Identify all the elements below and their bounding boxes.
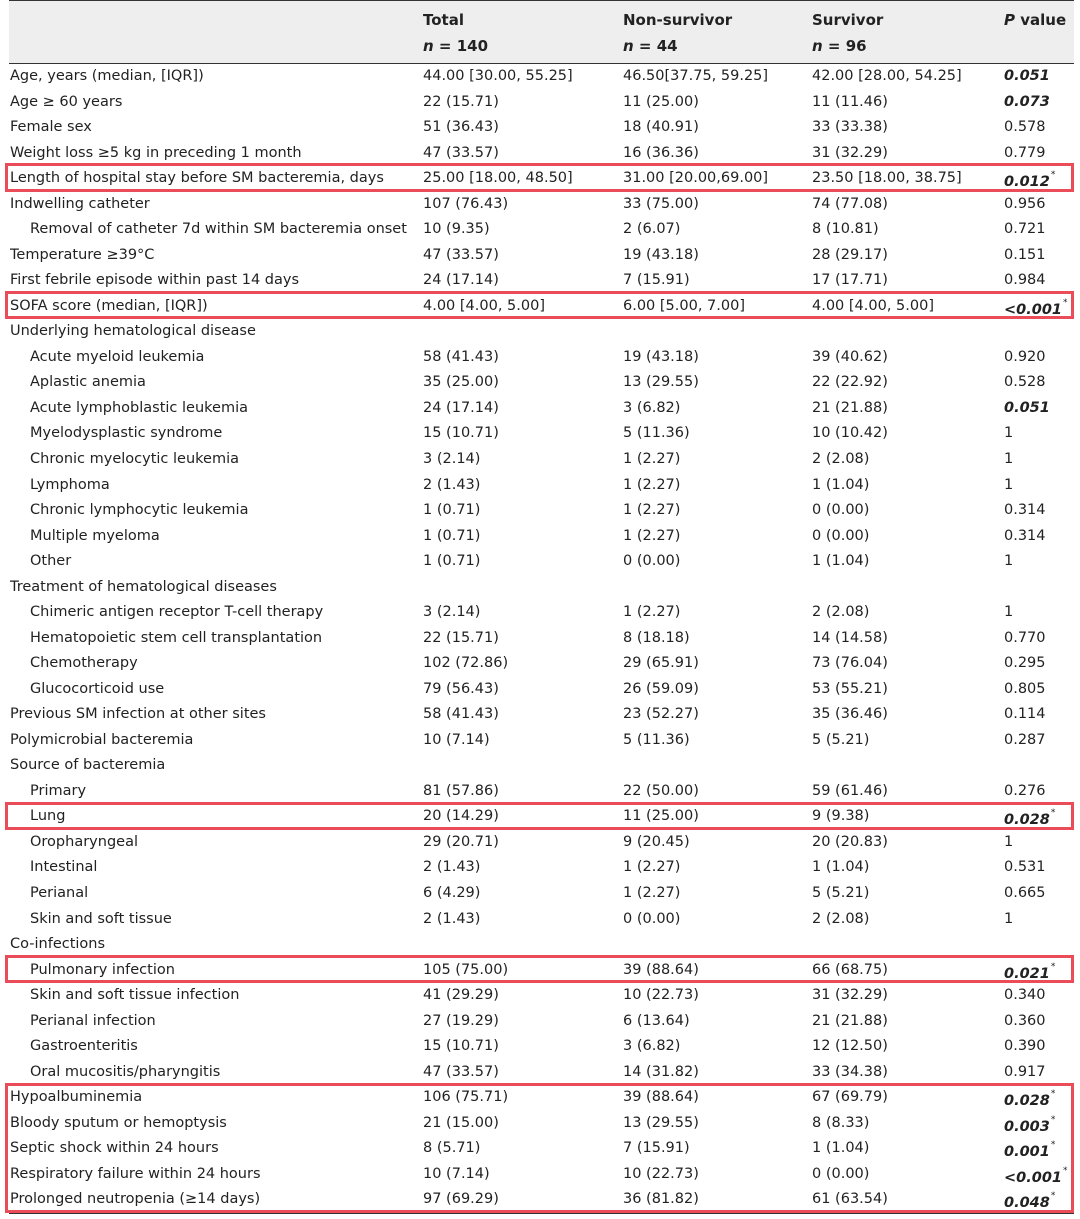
cell-nonsurvivor: 14 (31.82): [623, 1063, 699, 1080]
cell-survivor: 1 (1.04): [812, 859, 870, 876]
table-row: [9, 983, 1074, 1009]
table-body: [9, 64, 1074, 1213]
table-row: [9, 575, 1074, 601]
cell-total: 1 (0.71): [423, 502, 481, 519]
row-label: Lung: [30, 808, 66, 825]
cell-survivor: 5 (5.21): [812, 731, 870, 748]
row-label: Myelodysplastic syndrome: [30, 425, 223, 442]
cell-survivor: 21 (21.88): [812, 1012, 888, 1029]
table-header: [9, 0, 1074, 64]
cell-nonsurvivor: 1 (2.27): [623, 527, 681, 544]
cell-nonsurvivor: 22 (50.00): [623, 782, 699, 799]
cell-nonsurvivor: 0 (0.00): [623, 553, 681, 570]
row-label: Perianal infection: [30, 1012, 156, 1029]
cell-p-value: 0.770: [1004, 629, 1046, 646]
table-bottom-rule: [9, 1213, 1074, 1214]
row-label: Oropharyngeal: [30, 833, 138, 850]
cell-total: 106 (75.71): [423, 1089, 509, 1106]
cell-p-value: 0.287: [1004, 731, 1046, 748]
cell-total: 1 (0.71): [423, 553, 481, 570]
cell-total: 81 (57.86): [423, 782, 499, 799]
cell-total: 22 (15.71): [423, 629, 499, 646]
cell-nonsurvivor: 10 (22.73): [623, 1165, 699, 1182]
cell-total: 3 (2.14): [423, 604, 481, 621]
cell-total: 15 (10.71): [423, 425, 499, 442]
cell-nonsurvivor: 39 (88.64): [623, 1089, 699, 1106]
cell-survivor: 61 (63.54): [812, 1191, 888, 1208]
row-label: Pulmonary infection: [30, 961, 175, 978]
cell-survivor: 33 (33.38): [812, 119, 888, 136]
cell-p-value: 0.314: [1004, 502, 1046, 519]
cell-p-value: <0.001*: [1004, 1165, 1068, 1186]
table-row: [9, 1111, 1074, 1137]
cell-nonsurvivor: 8 (18.18): [623, 629, 690, 646]
cell-p-value: 1: [1004, 476, 1014, 493]
cell-total: 24 (17.14): [423, 399, 499, 416]
row-label: Intestinal: [30, 859, 98, 876]
cell-total: 2 (1.43): [423, 859, 481, 876]
cell-nonsurvivor: 26 (59.09): [623, 680, 699, 697]
table-row: [9, 115, 1074, 141]
cell-p-value: 0.340: [1004, 987, 1046, 1004]
row-label: Chronic lymphocytic leukemia: [30, 502, 249, 519]
cell-survivor: 33 (34.38): [812, 1063, 888, 1080]
cell-p-value: 1: [1004, 425, 1014, 442]
results-table: [9, 0, 1074, 1213]
header-nonsurvivor-n: n = 44: [623, 37, 678, 55]
cell-survivor: 67 (69.79): [812, 1089, 888, 1106]
table-row: [9, 881, 1074, 907]
cell-nonsurvivor: 9 (20.45): [623, 833, 690, 850]
cell-p-value: 0.665: [1004, 885, 1046, 901]
table-row: [9, 396, 1074, 422]
row-label: Acute myeloid leukemia: [30, 348, 205, 365]
cell-nonsurvivor: 11 (25.00): [623, 93, 699, 110]
cell-survivor: 66 (68.75): [812, 961, 888, 978]
cell-survivor: 31 (32.29): [812, 987, 888, 1004]
table-row: [9, 1009, 1074, 1035]
cell-total: 102 (72.86): [423, 655, 509, 672]
row-label: Perianal: [30, 885, 89, 901]
cell-p-value: 1: [1004, 910, 1014, 927]
cell-p-value: 0.779: [1004, 144, 1046, 161]
cell-total: 6 (4.29): [423, 885, 481, 901]
row-label: Other: [30, 553, 72, 570]
table-row: [9, 728, 1074, 754]
cell-survivor: 74 (77.08): [812, 195, 888, 212]
table-row: [9, 498, 1074, 524]
row-label: Glucocorticoid use: [30, 680, 165, 697]
cell-p-value: <0.001*: [1004, 297, 1068, 318]
table-row: [9, 702, 1074, 728]
table-row: [9, 626, 1074, 652]
cell-nonsurvivor: 46.50[37.75, 59.25]: [623, 68, 769, 84]
cell-survivor: 0 (0.00): [812, 1165, 870, 1182]
row-label: Hypoalbuminemia: [10, 1089, 143, 1106]
cell-nonsurvivor: 1 (2.27): [623, 859, 681, 876]
table-row: [9, 549, 1074, 575]
cell-survivor: 53 (55.21): [812, 680, 888, 697]
cell-total: 21 (15.00): [423, 1114, 499, 1131]
cell-total: 58 (41.43): [423, 706, 499, 723]
cell-survivor: 31 (32.29): [812, 144, 888, 161]
cell-survivor: 14 (14.58): [812, 629, 888, 646]
header-survivor: Survivor: [812, 11, 884, 29]
cell-total: 47 (33.57): [423, 144, 499, 161]
cell-survivor: 4.00 [4.00, 5.00]: [812, 297, 934, 314]
row-label: Weight loss ≥5 kg in preceding 1 month: [10, 144, 302, 161]
table-row: [9, 90, 1074, 116]
table-row: [9, 1060, 1074, 1086]
table-row: [9, 268, 1074, 294]
cell-nonsurvivor: 10 (22.73): [623, 987, 699, 1004]
cell-p-value: 0.028*: [1004, 1089, 1056, 1110]
header-total-n: n = 140: [423, 37, 489, 55]
cell-p-value: 0.276: [1004, 782, 1046, 799]
table-row: [9, 447, 1074, 473]
cell-nonsurvivor: 19 (43.18): [623, 348, 699, 365]
cell-p-value: 0.390: [1004, 1038, 1046, 1055]
header-nonsurvivor: Non-survivor: [623, 11, 733, 29]
cell-p-value: 0.295: [1004, 655, 1046, 672]
row-label: Treatment of hematological diseases: [10, 578, 277, 595]
cell-p-value: 0.984: [1004, 272, 1046, 289]
cell-total: 41 (29.29): [423, 987, 499, 1004]
cell-p-value: 0.051: [1004, 399, 1050, 416]
cell-nonsurvivor: 31.00 [20.00,69.00]: [623, 170, 769, 187]
row-label: Skin and soft tissue: [30, 910, 172, 927]
row-label: Prolonged neutropenia (≥14 days): [10, 1191, 261, 1208]
table-row: [9, 907, 1074, 933]
row-label: Acute lymphoblastic leukemia: [30, 399, 248, 416]
cell-total: 10 (7.14): [423, 731, 490, 748]
cell-total: 25.00 [18.00, 48.50]: [423, 170, 573, 187]
cell-survivor: 5 (5.21): [812, 885, 870, 901]
cell-survivor: 11 (11.46): [812, 93, 888, 110]
row-label: Age, years (median, [IQR]): [10, 68, 204, 84]
cell-total: 15 (10.71): [423, 1038, 499, 1055]
row-label: Chronic myelocytic leukemia: [30, 450, 239, 467]
cell-total: 47 (33.57): [423, 1063, 499, 1080]
cell-nonsurvivor: 1 (2.27): [623, 450, 681, 467]
cell-nonsurvivor: 29 (65.91): [623, 655, 699, 672]
cell-total: 58 (41.43): [423, 348, 499, 365]
cell-nonsurvivor: 7 (15.91): [623, 1140, 690, 1157]
cell-nonsurvivor: 0 (0.00): [623, 910, 681, 927]
table-row: [9, 958, 1074, 984]
cell-total: 44.00 [30.00, 55.25]: [423, 68, 573, 84]
table-row: [9, 600, 1074, 626]
cell-p-value: 0.151: [1004, 246, 1046, 263]
cell-p-value: 0.956: [1004, 195, 1046, 212]
header-survivor-n: n = 96: [812, 37, 867, 55]
row-label: SOFA score (median, [IQR]): [10, 297, 208, 314]
cell-p-value: 0.048*: [1004, 1191, 1056, 1212]
significance-marker: *: [1050, 808, 1056, 819]
cell-nonsurvivor: 1 (2.27): [623, 502, 681, 519]
row-label: Source of bacteremia: [10, 757, 166, 774]
significance-marker: *: [1050, 170, 1056, 181]
cell-survivor: 21 (21.88): [812, 399, 888, 416]
cell-nonsurvivor: 18 (40.91): [623, 119, 699, 136]
cell-nonsurvivor: 13 (29.55): [623, 374, 699, 391]
cell-p-value: 0.028*: [1004, 808, 1056, 829]
cell-total: 35 (25.00): [423, 374, 499, 391]
cell-survivor: 17 (17.71): [812, 272, 888, 289]
cell-p-value: 1: [1004, 833, 1014, 850]
cell-survivor: 23.50 [18.00, 38.75]: [812, 170, 962, 187]
row-label: Removal of catheter 7d within SM bacteremia onset: [30, 221, 407, 238]
cell-p-value: 1: [1004, 553, 1014, 570]
table-row: [9, 294, 1074, 320]
cell-total: 2 (1.43): [423, 476, 481, 493]
table-row: [9, 1034, 1074, 1060]
table-row: [9, 243, 1074, 269]
cell-nonsurvivor: 6 (13.64): [623, 1012, 690, 1029]
row-label: Bloody sputum or hemoptysis: [10, 1114, 227, 1131]
table-row: [9, 64, 1074, 90]
table-row: [9, 217, 1074, 243]
cell-p-value: 0.360: [1004, 1012, 1046, 1029]
cell-nonsurvivor: 16 (36.36): [623, 144, 699, 161]
cell-survivor: 35 (36.46): [812, 706, 888, 723]
cell-survivor: 28 (29.17): [812, 246, 888, 263]
cell-survivor: 9 (9.38): [812, 808, 870, 825]
table-row: [9, 677, 1074, 703]
significance-marker: *: [1063, 297, 1068, 308]
cell-p-value: 0.920: [1004, 348, 1046, 365]
cell-total: 10 (9.35): [423, 221, 490, 238]
cell-nonsurvivor: 23 (52.27): [623, 706, 699, 723]
cell-nonsurvivor: 36 (81.82): [623, 1191, 699, 1208]
row-label: Female sex: [10, 119, 92, 136]
cell-survivor: 2 (2.08): [812, 604, 870, 621]
cell-nonsurvivor: 11 (25.00): [623, 808, 699, 825]
cell-total: 24 (17.14): [423, 272, 499, 289]
cell-total: 47 (33.57): [423, 246, 499, 263]
table-row: [9, 421, 1074, 447]
cell-p-value: 0.531: [1004, 859, 1046, 876]
significance-marker: *: [1050, 1114, 1056, 1125]
row-label: Gastroenteritis: [30, 1038, 138, 1055]
cell-total: 2 (1.43): [423, 910, 481, 927]
table-row: [9, 855, 1074, 881]
cell-p-value: 0.021*: [1004, 961, 1056, 982]
row-label: Temperature ≥39°C: [10, 246, 155, 263]
cell-p-value: 0.721: [1004, 221, 1046, 238]
row-label: Polymicrobial bacteremia: [10, 731, 194, 748]
cell-survivor: 8 (8.33): [812, 1114, 870, 1131]
table-row: [9, 830, 1074, 856]
table-row: [9, 1085, 1074, 1111]
cell-nonsurvivor: 2 (6.07): [623, 221, 681, 238]
table-row: [9, 319, 1074, 345]
row-label: Aplastic anemia: [30, 374, 146, 391]
cell-total: 79 (56.43): [423, 680, 499, 697]
cell-survivor: 20 (20.83): [812, 833, 888, 850]
cell-total: 107 (76.43): [423, 195, 509, 212]
cell-p-value: 0.001*: [1004, 1140, 1056, 1161]
table-row: [9, 192, 1074, 218]
table-row: [9, 141, 1074, 167]
cell-survivor: 1 (1.04): [812, 553, 870, 570]
row-label: Indwelling catheter: [10, 195, 150, 212]
cell-p-value: 0.114: [1004, 706, 1046, 723]
table-row: [9, 370, 1074, 396]
significance-marker: *: [1050, 1140, 1056, 1151]
row-label: Respiratory failure within 24 hours: [10, 1165, 261, 1182]
cell-p-value: 1: [1004, 450, 1014, 467]
cell-nonsurvivor: 1 (2.27): [623, 476, 681, 493]
cell-survivor: 0 (0.00): [812, 527, 870, 544]
cell-survivor: 22 (22.92): [812, 374, 888, 391]
cell-survivor: 1 (1.04): [812, 1140, 870, 1157]
table-row: [9, 1162, 1074, 1188]
cell-survivor: 12 (12.50): [812, 1038, 888, 1055]
row-label: Underlying hematological disease: [10, 323, 256, 340]
significance-marker: *: [1050, 961, 1056, 972]
row-label: Age ≥ 60 years: [10, 93, 123, 110]
cell-nonsurvivor: 13 (29.55): [623, 1114, 699, 1131]
cell-p-value: 0.578: [1004, 119, 1046, 136]
table-row: [9, 932, 1074, 958]
cell-nonsurvivor: 7 (15.91): [623, 272, 690, 289]
cell-nonsurvivor: 5 (11.36): [623, 731, 690, 748]
cell-survivor: 59 (61.46): [812, 782, 888, 799]
row-label: Co-infections: [10, 936, 106, 953]
cell-survivor: 0 (0.00): [812, 502, 870, 519]
cell-p-value: 0.012*: [1004, 170, 1056, 190]
cell-nonsurvivor: 33 (75.00): [623, 195, 699, 212]
cell-p-value: 0.003*: [1004, 1114, 1056, 1135]
table-row: [9, 524, 1074, 550]
cell-p-value: 0.314: [1004, 527, 1046, 544]
table-row: [9, 166, 1074, 192]
cell-survivor: 2 (2.08): [812, 450, 870, 467]
cell-survivor: 39 (40.62): [812, 348, 888, 365]
cell-nonsurvivor: 3 (6.82): [623, 1038, 681, 1055]
cell-total: 10 (7.14): [423, 1165, 490, 1182]
row-label: Previous SM infection at other sites: [10, 706, 266, 723]
cell-survivor: 10 (10.42): [812, 425, 888, 442]
cell-p-value: 1: [1004, 604, 1014, 621]
table-row: [9, 651, 1074, 677]
cell-total: 8 (5.71): [423, 1140, 481, 1157]
cell-total: 27 (19.29): [423, 1012, 499, 1029]
cell-nonsurvivor: 1 (2.27): [623, 885, 681, 901]
cell-total: 20 (14.29): [423, 808, 499, 825]
cell-total: 105 (75.00): [423, 961, 509, 978]
cell-survivor: 1 (1.04): [812, 476, 870, 493]
significance-marker: *: [1050, 1089, 1056, 1100]
cell-nonsurvivor: 3 (6.82): [623, 399, 681, 416]
row-label: Septic shock within 24 hours: [10, 1140, 219, 1157]
table-row: [9, 753, 1074, 779]
table-row: [9, 1187, 1074, 1213]
row-label: Length of hospital stay before SM bacteremia, days: [10, 170, 384, 187]
cell-p-value: 0.051: [1004, 68, 1050, 84]
row-label: Oral mucositis/pharyngitis: [30, 1063, 221, 1080]
cell-nonsurvivor: 19 (43.18): [623, 246, 699, 263]
cell-total: 51 (36.43): [423, 119, 499, 136]
cell-total: 4.00 [4.00, 5.00]: [423, 297, 545, 314]
row-label: Hematopoietic stem cell transplantation: [30, 629, 323, 646]
cell-p-value: 0.805: [1004, 680, 1046, 697]
row-label: Lymphoma: [30, 476, 110, 493]
header-total: Total: [423, 11, 464, 29]
cell-p-value: 0.917: [1004, 1063, 1046, 1080]
table-row: [9, 473, 1074, 499]
cell-survivor: 8 (10.81): [812, 221, 879, 238]
cell-total: 3 (2.14): [423, 450, 481, 467]
significance-marker: *: [1063, 1165, 1068, 1176]
row-label: Chemotherapy: [30, 655, 138, 672]
header-p-value: P value: [1004, 11, 1067, 29]
cell-survivor: 73 (76.04): [812, 655, 888, 672]
table-row: [9, 804, 1074, 830]
cell-p-value: 0.073: [1004, 93, 1050, 110]
cell-survivor: 2 (2.08): [812, 910, 870, 927]
cell-nonsurvivor: 5 (11.36): [623, 425, 690, 442]
row-label: Primary: [30, 782, 87, 799]
cell-total: 97 (69.29): [423, 1191, 499, 1208]
cell-survivor: 42.00 [28.00, 54.25]: [812, 68, 962, 84]
row-label: Skin and soft tissue infection: [30, 987, 240, 1004]
cell-total: 1 (0.71): [423, 527, 481, 544]
cell-total: 22 (15.71): [423, 93, 499, 110]
cell-total: 29 (20.71): [423, 833, 499, 850]
row-label: Multiple myeloma: [30, 527, 160, 544]
cell-nonsurvivor: 39 (88.64): [623, 961, 699, 978]
cell-p-value: 0.528: [1004, 374, 1046, 391]
row-label: First febrile episode within past 14 days: [10, 272, 300, 289]
table-row: [9, 779, 1074, 805]
row-label: Chimeric antigen receptor T-cell therapy: [30, 604, 324, 621]
significance-marker: *: [1050, 1191, 1056, 1202]
table-row: [9, 1136, 1074, 1162]
cell-nonsurvivor: 6.00 [5.00, 7.00]: [623, 297, 745, 314]
table-row: [9, 345, 1074, 371]
cell-nonsurvivor: 1 (2.27): [623, 604, 681, 621]
